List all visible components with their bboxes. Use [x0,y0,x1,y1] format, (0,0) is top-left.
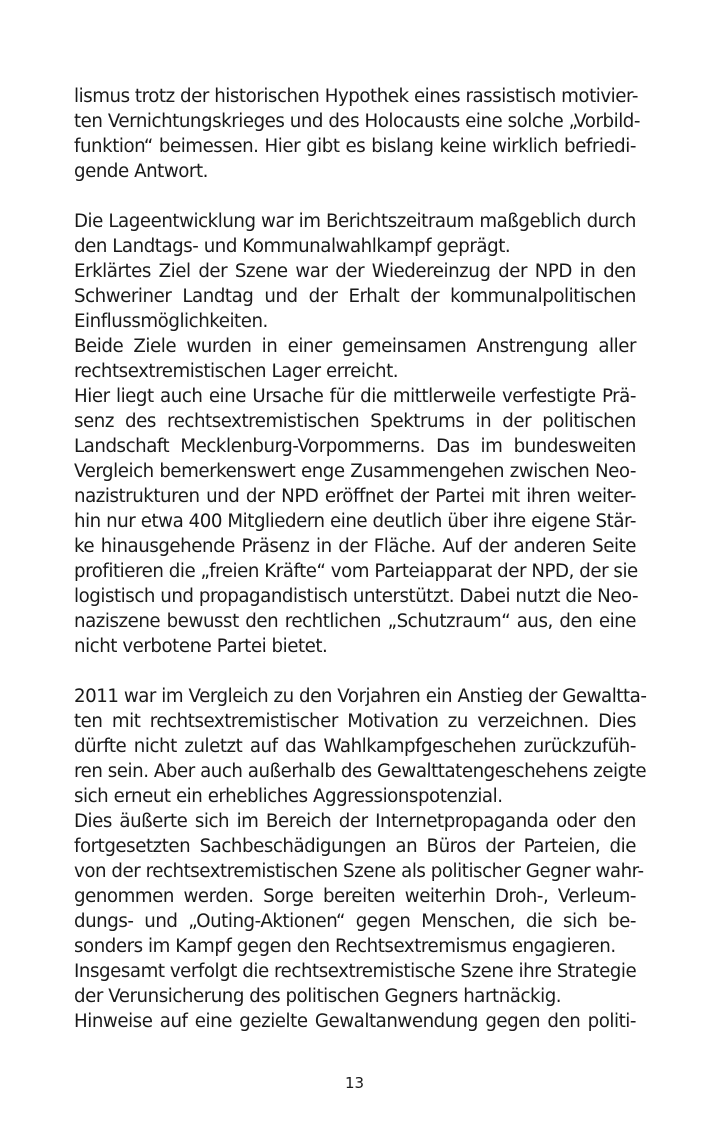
text-line: fortgesetzten Sachbeschädigungen an Büros der Parteien, die [74,836,636,857]
text-line: sonders im Kampf gegen den Rechtsextremismus engagieren. [74,936,616,957]
text-line: Hinweise auf eine gezielte Gewaltanwendung gegen den politi- [74,1011,636,1032]
page-number: 13 [344,1074,365,1092]
text-line: ten mit rechtsextremistischer Motivation zu verzeichnen. Dies [74,711,636,732]
text-line: der Verunsicherung des politischen Gegners hartnäckig. [74,986,562,1007]
text-line: von der rechtsextremistischen Szene als politischer Gegner wahr- [74,861,644,882]
text-line: lismus trotz der historischen Hypothek eines rassistisch motivier- [74,86,638,107]
text-line: dürfte nicht zuletzt auf das Wahlkampfgeschehen zurückzufüh- [74,736,636,757]
text-line: Hier liegt auch eine Ursache für die mittlerweile verfestigte Prä- [74,386,636,407]
body-text [74,84,647,1034]
text-line: funktion“ beimessen. Hier gibt es bislang keine wirklich befriedi- [74,136,636,157]
text-line: ke hinausgehende Präsenz in der Fläche. Auf der anderen Seite [74,536,636,557]
text-line: profitieren die „freien Kräfte“ vom Parteiapparat der NPD, der sie [74,561,638,582]
text-line: rechtsextremistischen Lager erreicht. [74,361,399,382]
text-line: nazistrukturen und der NPD eröffnet der Partei mit ihren weiter- [74,486,636,507]
text-line: ren sein. Aber auch außerhalb des Gewalttatengeschehens zeigte [74,761,647,782]
text-line: dungs- und „Outing-Aktionen“ gegen Menschen, die sich be- [74,911,636,932]
text-line: Erklärtes Ziel der Szene war der Wiedereinzug der NPD in den [74,261,636,282]
text-line: sich erneut ein erhebliches Aggressionspotenzial. [74,786,503,807]
text-line: naziszene bewusst den rechtlichen „Schutzraum“ aus, den eine [74,611,636,632]
text-line: Beide Ziele wurden in einer gemeinsamen Anstrengung aller [74,336,636,357]
paragraph-gap [74,659,636,684]
text-line: gende Antwort. [74,161,208,182]
text-line: Schweriner Landtag und der Erhalt der kommunalpolitischen [74,286,636,307]
text-line: Die Lageentwicklung war im Berichtszeitraum maßgeblich durch [74,211,636,232]
paragraph-gap [74,184,636,209]
text-line: logistisch und propagandistisch unterstützt. Dabei nutzt die Neo- [74,586,639,607]
text-line: Landschaft Mecklenburg-Vorpommerns. Das im bundesweiten [74,436,636,457]
text-line: hin nur etwa 400 Mitgliedern eine deutlich über ihre eigene Stär- [74,511,636,532]
text-line: Insgesamt verfolgt die rechtsextremistische Szene ihre Strategie [74,961,637,982]
text-line: den Landtags- und Kommunalwahlkampf geprägt. [74,236,511,257]
text-line: Vergleich bemerkenswert enge Zusammengehen zwischen Neo- [74,461,636,482]
text-line: genommen werden. Sorge bereiten weiterhin Droh-, Verleum- [74,886,636,907]
text-line: nicht verbotene Partei bietet. [74,636,328,657]
text-line: ten Vernichtungskrieges und des Holocausts eine solche „Vorbild- [74,111,641,132]
text-line: 2011 war im Vergleich zu den Vorjahren ein Anstieg der Gewaltta- [74,686,647,707]
text-line: Einflussmöglichkeiten. [74,311,268,332]
text-line: Dies äußerte sich im Bereich der Internetpropaganda oder den [74,811,636,832]
text-line: senz des rechtsextremistischen Spektrums in der politischen [74,411,636,432]
